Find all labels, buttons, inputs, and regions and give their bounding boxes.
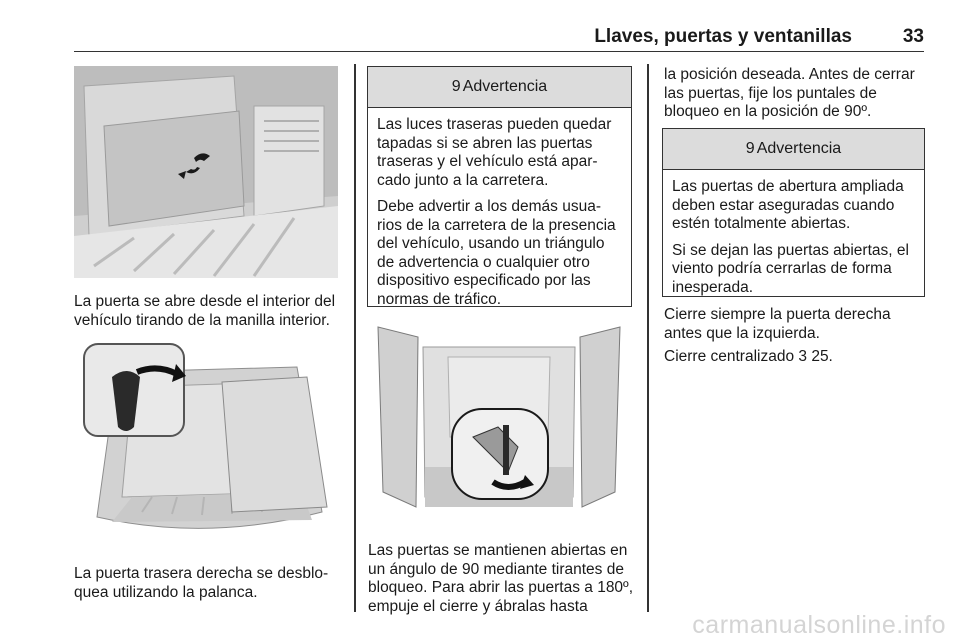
warning-title: Advertencia (756, 140, 842, 157)
figure-rear-door-lever (82, 342, 334, 550)
warning-body (368, 108, 631, 323)
caption-door-handle: La puerta se abre desde el interior del vehículo tirando de la manilla interior. (74, 293, 336, 329)
page-number: 33 (902, 26, 924, 47)
warning-box-extended-doors (662, 128, 925, 297)
paragraph-locking-struts: Las puertas se mantienen abiertas en un ángulo de 90 mediante tirantes de bloqueo. Para abrir las puertas a 180º, empuje el cierre y ábralas hasta (368, 542, 634, 615)
van-doors-open-illustration (368, 317, 630, 527)
watermark: carmanualsonline.info (692, 611, 946, 639)
warning-title: Advertencia (462, 78, 548, 95)
figure-door-handle (74, 66, 338, 278)
paragraph-position: la posición deseada. Antes de cerrar las puertas, fije los puntales de bloqueo en la posición de 90º. (664, 66, 915, 120)
warning-icon: 9 (451, 78, 461, 95)
column-divider-1 (354, 64, 356, 612)
column-divider-2 (647, 64, 649, 612)
page-title: Llaves, puertas y ventanillas (594, 26, 852, 47)
warning-body (663, 170, 924, 311)
page-header (74, 24, 924, 52)
van-rear-lever-illustration (82, 342, 334, 550)
van-interior-illustration (74, 66, 338, 278)
caption-rear-door-lever: La puerta trasera derecha se desblo-quea utilizando la palanca. (74, 565, 329, 601)
paragraph-central-locking-ref[interactable]: Cierre centralizado 3 25. (664, 348, 833, 365)
warning-paragraph: Las luces traseras pueden quedar tapadas si se abren las puertas traseras y el vehículo está apar-cado junto a la carretera. (377, 116, 612, 189)
warning-paragraph: Debe advertir a los demás usua-rios de la carretera de la presencia del vehículo, usando un triángulo de advertencia o cualquier otro dispositivo especificado por las normas de tráfico. (377, 198, 616, 308)
warning-paragraph: Si se dejan las puertas abiertas, el viento podría cerrarlas de forma inesperada. (672, 241, 909, 296)
figure-rear-doors-open (368, 317, 630, 527)
warning-icon: 9 (745, 140, 755, 157)
warning-header (663, 129, 924, 170)
paragraph-close-right-first: Cierre siempre la puerta derecha antes que la izquierda. (664, 306, 891, 342)
warning-header (368, 67, 631, 108)
warning-paragraph: Las puertas de abertura ampliada deben estar aseguradas cuando estén totalmente abiertas. (672, 178, 904, 232)
warning-box-tail-lights (367, 66, 632, 307)
